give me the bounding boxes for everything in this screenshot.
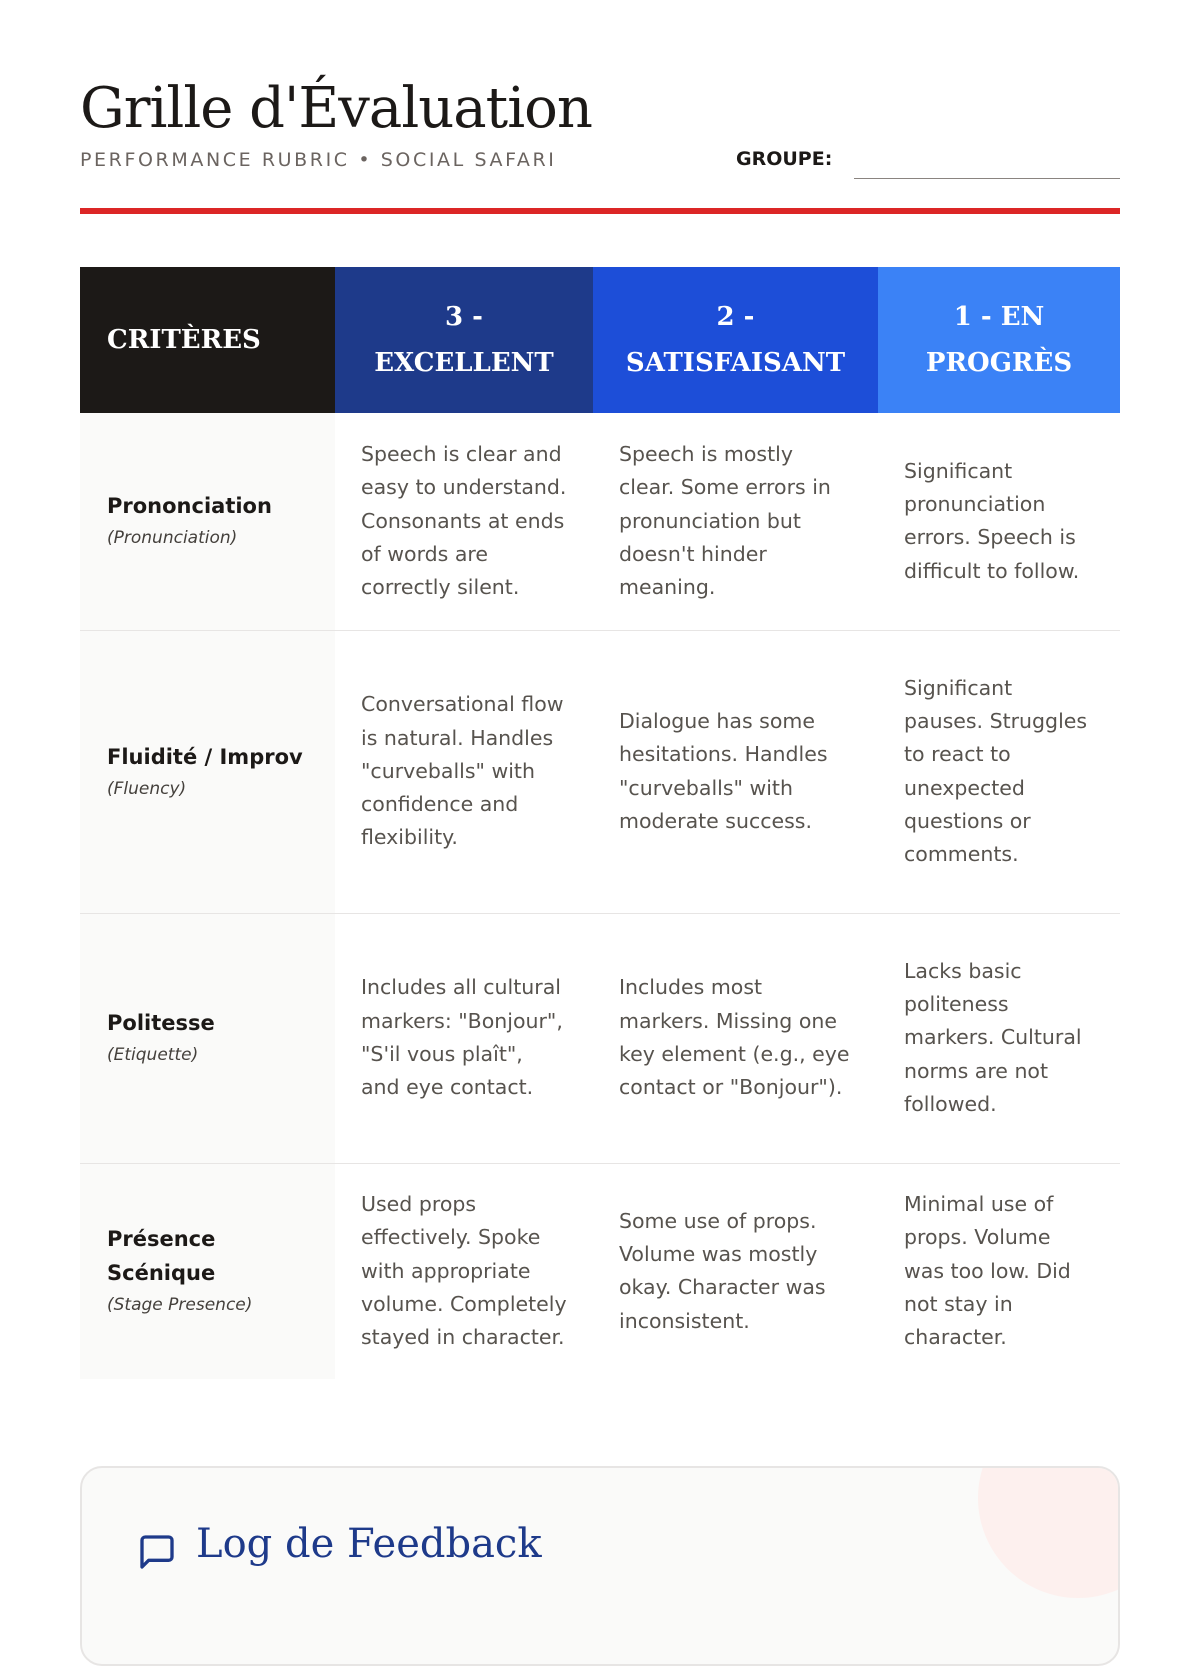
page-header <box>80 0 1120 215</box>
criteria-name: Politesse <box>107 1011 215 1035</box>
criteria-name: Présence Scénique <box>107 1227 216 1286</box>
rubric-row-fluidite <box>80 630 1120 913</box>
criteria-cell <box>80 913 335 1163</box>
groupe-field[interactable] <box>854 178 1120 179</box>
descriptor-satisfaisant: Dialogue has some hesitations. Handles "curveballs" with moderate success. <box>593 630 878 913</box>
rubric-row-presence <box>80 1163 1120 1379</box>
message-square-icon <box>137 1532 177 1572</box>
criteria-translation: (Fluency) <box>107 778 187 799</box>
descriptor-en-progres: Significant pauses. Struggles to react to unexpected questions or comments. <box>878 630 1120 913</box>
page-title: Grille d'Évaluation <box>80 76 592 141</box>
descriptor-en-progres: Minimal use of props. Volume was too low. Did not stay in character. <box>904 1192 1071 1350</box>
criteria-cell <box>80 1163 335 1379</box>
criteria-cell <box>80 630 335 913</box>
criteria-name: Fluidité / Improv <box>107 744 303 769</box>
descriptor-en-progres: Lacks basic politeness markers. Cultural norms are not followed. <box>878 913 1120 1163</box>
criteria-translation: (Stage Presence) <box>107 1295 253 1316</box>
descriptor-excellent: Used props effectively. Spoke with appropriate volume. Completely stayed in character. <box>361 1192 567 1350</box>
rubric-row-politesse <box>80 913 1120 1163</box>
feedback-title: Log de Feedback <box>196 1521 542 1567</box>
descriptor-excellent: Conversational flow is natural. Handles "curveballs" with confidence and flexibility. <box>335 630 593 913</box>
criteria-translation: (Pronunciation) <box>107 528 238 549</box>
criteria-cell <box>80 413 335 630</box>
rubric-page <box>80 0 1120 1567</box>
descriptor-excellent: Speech is clear and easy to understand. Consonants at ends of words are correctly silent. <box>335 413 593 630</box>
rubric-table <box>80 267 1120 1379</box>
header-level-1: 1 - EN PROGRÈS <box>878 267 1120 413</box>
header-criteria: CRITÈRES <box>80 267 335 413</box>
header-level-2: 2 - SATISFAISANT <box>593 267 878 413</box>
criteria-translation: (Etiquette) <box>107 1045 199 1065</box>
descriptor-satisfaisant: Some use of props. Volume was mostly okay. Character was inconsistent. <box>619 1208 826 1333</box>
criteria-name: Prononciation <box>107 494 272 519</box>
rubric-row-prononciation <box>80 413 1120 630</box>
descriptor-en-progres: Significant pronunciation errors. Speech is difficult to follow. <box>878 413 1120 630</box>
decorative-circle <box>978 1466 1120 1598</box>
rubric-header-row <box>80 267 1120 413</box>
header-divider <box>80 208 1120 214</box>
descriptor-satisfaisant: Includes most markers. Missing one key element (e.g., eye contact or "Bonjour"). <box>593 913 878 1163</box>
header-level-3: 3 - EXCELLENT <box>335 267 593 413</box>
page-subtitle: PERFORMANCE RUBRIC • SOCIAL SAFARI <box>80 149 557 171</box>
descriptor-satisfaisant: Speech is mostly clear. Some errors in pronunciation but doesn't hinder meaning. <box>593 413 878 630</box>
descriptor-excellent: Includes all cultural markers: "Bonjour", "S'il vous plaît", and eye contact. <box>335 913 593 1163</box>
feedback-card <box>80 1466 1120 1666</box>
groupe-label: GROUPE: <box>736 148 833 170</box>
